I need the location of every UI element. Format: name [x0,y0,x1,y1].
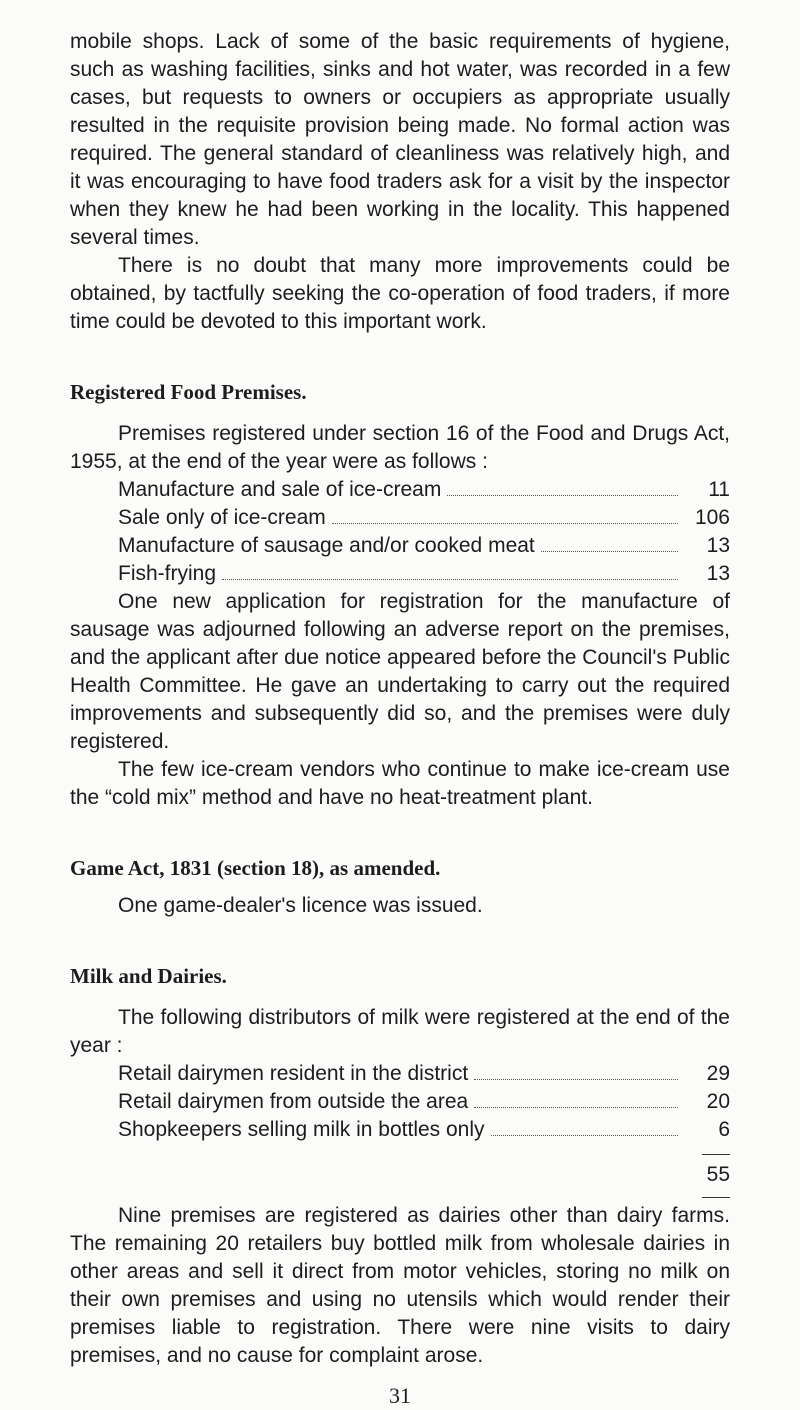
item-label: Sale only of ice-cream [118,506,326,529]
list-item [118,1116,730,1144]
registered-paragraph-2: The few ice-cream vendors who continue to make ice-cream use the “cold mix” method and have no heat-treatment plant. [70,758,730,809]
intro-paragraph-2: There is no doubt that many more improvements could be obtained, by tactfully seeking the co-operation of food traders, if more time could be devoted to this important work. [70,254,730,333]
list-item [118,560,730,588]
item-value: 11 [708,478,730,501]
item-label: Manufacture and sale of ice-cream [118,478,442,501]
total-rule [702,1154,730,1155]
milk-paragraph: Nine premises are registered as dairies other than dairy farms. The remaining 20 retailers buy bottled milk from wholesale dairies in other areas and sell it direct from motor vehicles, storing no milk on their own premises and using no utensils which would render their premises liable to registration. There were nine visits to dairy premises, and no cause for complaint arose. [70,1204,730,1367]
item-value: 13 [706,534,730,557]
intro-paragraph-1: mobile shops. Lack of some of the basic requirements of hygiene, such as washing facilities, sinks and hot water, was recorded in a few cases, but requests to owners or occupiers as appropriate usually resulted in the requisite provision being made. No formal action was required. The general standard of cleanliness was relatively high, and it was encouraging to have food traders ask for a visit by the inspector when they knew he had been working in the locality. This happened several times. [70,30,730,249]
page-number: 31 [389,1383,411,1408]
item-value: 13 [706,562,730,585]
leader-dots [222,578,678,580]
item-value: 6 [718,1118,730,1141]
leader-dots [474,1106,678,1108]
item-value: 106 [694,506,730,529]
leader-dots [474,1078,678,1080]
registered-intro: Premises registered under section 16 of the Food and Drugs Act, 1955, at the end of the year were as follows : [70,422,730,473]
leader-dots [332,522,678,524]
leader-dots [541,550,678,552]
game-heading: Game Act, 1831 (section 18), as amended. [70,856,441,880]
leader-dots [491,1134,678,1136]
leader-dots [447,494,678,496]
registered-list [0,476,800,588]
list-item [118,476,730,504]
total-value: 55 [706,1163,730,1186]
item-value: 20 [706,1090,730,1113]
list-item [118,504,730,532]
list-item [118,1060,730,1088]
list-item [118,1088,730,1116]
item-label: Fish-frying [118,562,217,585]
milk-heading: Milk and Dairies. [70,964,227,988]
milk-list [0,1060,800,1198]
item-label: Manufacture of sausage and/or cooked meat [118,534,535,557]
registered-paragraph-1: One new application for registration for the manufacture of sausage was adjourned following an adverse report on the premises, and the applicant after due notice appeared before the Council's Public Health Committee. He gave an undertaking to carry out the required improvements and subsequently did so, and the premises were duly registered. [70,590,730,753]
milk-intro: The following distributors of milk were registered at the end of the year : [70,1006,730,1057]
registered-heading: Registered Food Premises. [70,380,307,404]
item-value: 29 [706,1062,730,1085]
list-item [118,532,730,560]
item-label: Shopkeepers selling milk in bottles only [118,1118,485,1141]
total-row [118,1161,730,1189]
game-text: One game-dealer's licence was issued. [118,894,483,917]
item-label: Retail dairymen from outside the area [118,1090,469,1113]
item-label: Retail dairymen resident in the district [118,1062,469,1085]
